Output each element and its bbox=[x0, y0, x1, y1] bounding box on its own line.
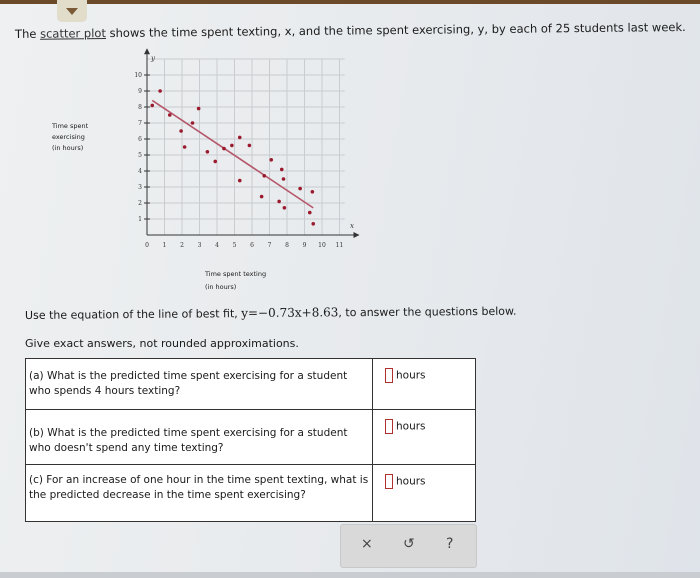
data-point bbox=[298, 187, 302, 191]
y-tick-label: 5 bbox=[138, 152, 142, 159]
table-row bbox=[26, 465, 476, 522]
answer-cell bbox=[373, 465, 476, 522]
x-axis-arrow bbox=[354, 232, 360, 238]
x-tick-label: 2 bbox=[180, 242, 184, 249]
data-point bbox=[179, 129, 183, 133]
y-axis-letter: y bbox=[151, 54, 155, 63]
data-point bbox=[311, 222, 315, 226]
intro-text-rest: shows the time spent texting, x, and the time spent exercising, y, by each of 25 students last week. bbox=[105, 19, 686, 41]
y-tick-label: 7 bbox=[138, 120, 142, 127]
data-point bbox=[197, 107, 201, 111]
data-point bbox=[230, 144, 234, 148]
x-tick-label: 1 bbox=[162, 242, 167, 249]
data-point bbox=[277, 200, 281, 204]
answer-input-a[interactable] bbox=[385, 368, 393, 383]
x-tick-label: 5 bbox=[232, 242, 237, 249]
data-point bbox=[262, 174, 266, 178]
data-point bbox=[206, 150, 210, 154]
y-tick-label: 3 bbox=[138, 184, 142, 191]
data-point bbox=[150, 104, 154, 108]
clear-button[interactable]: × bbox=[361, 536, 373, 552]
data-point bbox=[222, 147, 226, 151]
scatter-plot-link[interactable]: scatter plot bbox=[39, 26, 107, 41]
equation-line bbox=[25, 304, 517, 322]
y-tick-label: 10 bbox=[134, 72, 142, 79]
x-tick-label: 11 bbox=[335, 242, 344, 249]
answer-cell bbox=[373, 410, 476, 465]
data-point bbox=[158, 89, 162, 93]
question-b: (b) What is the predicted time spent exercising for a student who doesn't spend any time texting? bbox=[26, 410, 373, 465]
y-tick-label: 2 bbox=[138, 200, 142, 207]
questions-table bbox=[25, 358, 476, 522]
unit-label: hours bbox=[396, 420, 426, 433]
data-point bbox=[260, 195, 264, 199]
table-row bbox=[26, 359, 476, 410]
x-tick-label: 7 bbox=[267, 242, 272, 249]
instructions: Give exact answers, not rounded approximations. bbox=[25, 337, 299, 350]
data-point bbox=[282, 177, 286, 181]
data-point bbox=[238, 136, 242, 140]
x-tick-label: 9 bbox=[302, 242, 307, 249]
data-point bbox=[183, 145, 187, 149]
x-tick-label: 8 bbox=[285, 242, 289, 249]
question-c: (c) For an increase of one hour in the time spent texting, what is the predicted decrease in the time spent exercising? bbox=[26, 465, 373, 522]
y-axis-arrow bbox=[144, 48, 150, 54]
answer-cell bbox=[373, 359, 476, 410]
x-tick-label: 0 bbox=[145, 242, 149, 249]
x-label-line: (in hours) bbox=[205, 283, 237, 291]
data-point bbox=[213, 160, 217, 164]
y-label-line: exercising bbox=[52, 133, 85, 141]
y-tick-label: 6 bbox=[138, 136, 142, 143]
data-point bbox=[248, 144, 252, 148]
data-point bbox=[168, 113, 172, 117]
intro-text: The bbox=[14, 26, 41, 41]
equation-text-rest: , to answer the questions below. bbox=[338, 304, 517, 320]
answer-input-b[interactable] bbox=[385, 419, 393, 434]
x-tick-label: 6 bbox=[250, 242, 254, 249]
x-label-line: Time spent texting bbox=[205, 270, 267, 278]
data-point bbox=[280, 168, 284, 172]
y-tick-label: 1 bbox=[138, 216, 142, 223]
data-point bbox=[238, 179, 242, 183]
y-tick-label: 8 bbox=[138, 104, 142, 111]
table-row bbox=[26, 410, 476, 465]
data-point bbox=[191, 121, 195, 125]
x-axis-letter: x bbox=[350, 222, 354, 230]
data-point bbox=[311, 190, 315, 194]
data-point bbox=[269, 158, 273, 162]
y-tick-label: 4 bbox=[138, 168, 142, 175]
bottom-divider bbox=[0, 572, 700, 578]
unit-label: hours bbox=[396, 475, 426, 488]
data-point bbox=[308, 211, 312, 215]
answer-input-c[interactable] bbox=[385, 474, 393, 489]
action-panel bbox=[340, 524, 477, 568]
x-tick-label: 10 bbox=[318, 242, 326, 249]
equation-text: Use the equation of the line of best fit, bbox=[24, 307, 242, 322]
data-point bbox=[283, 206, 287, 210]
best-fit-line bbox=[152, 100, 313, 207]
y-tick-label: 9 bbox=[138, 88, 142, 95]
help-button[interactable]: ? bbox=[446, 536, 454, 552]
undo-button[interactable]: ↺ bbox=[403, 536, 415, 552]
y-label-line: Time spent bbox=[52, 122, 89, 130]
equation-formula: y=−0.73x+8.63 bbox=[241, 305, 339, 321]
unit-label: hours bbox=[396, 369, 426, 382]
question-a: (a) What is the predicted time spent exercising for a student who spends 4 hours texting? bbox=[26, 359, 373, 410]
y-label-line: (in hours) bbox=[52, 144, 84, 152]
x-tick-label: 3 bbox=[197, 242, 202, 249]
x-tick-label: 4 bbox=[215, 242, 219, 249]
